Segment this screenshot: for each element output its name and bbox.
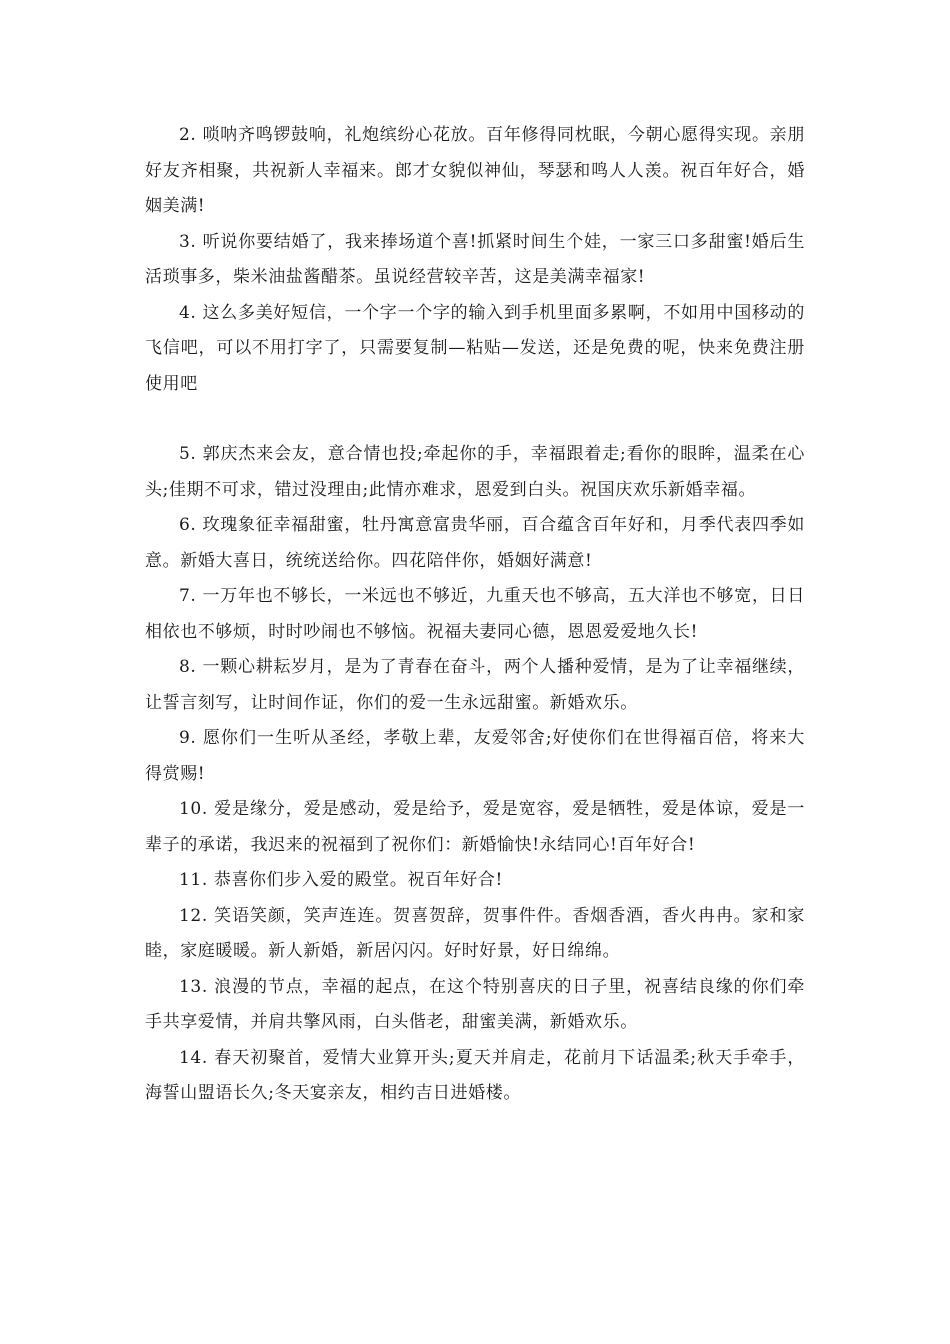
paragraph-14: 14. 春天初聚首，爱情大业算开头;夏天并肩走，花前月下话温柔;秋天手牵手，海誓山盟语长久;冬天宴亲友，相约吉日进婚楼。	[145, 1047, 805, 1103]
document-body	[145, 118, 805, 1112]
paragraph-6: 6. 玫瑰象征幸福甜蜜，牡丹寓意富贵华丽，百合蕴含百年好和，月季代表四季如意。新婚大喜日，统统送给你。四花陪伴你，婚姻好满意!	[145, 515, 805, 571]
paragraph-9: 9. 愿你们一生听从圣经，孝敬上辈，友爱邻舍;好使你们在世得福百倍，将来大得赏赐!	[145, 728, 805, 784]
paragraph-4: 4. 这么多美好短信，一个字一个字的输入到手机里面多累啊，不如用中国移动的飞信吧，可以不用打字了，只需要复制—粘贴—发送，还是免费的呢，快来免费注册使用吧	[145, 302, 805, 394]
paragraph-2: 2. 唢呐齐鸣锣鼓响，礼炮缤纷心花放。百年修得同枕眠，今朝心愿得实现。亲朋好友齐相聚，共祝新人幸福来。郎才女貌似神仙，琴瑟和鸣人人羡。祝百年好合，婚姻美满!	[145, 125, 805, 216]
paragraph-10: 10. 爱是缘分，爱是感动，爱是给予，爱是宽容，爱是牺牲，爱是体谅，爱是一辈子的承诺，我迟来的祝福到了祝你们：新婚愉快!永结同心!百年好合!	[145, 799, 805, 855]
paragraph-13: 13. 浪漫的节点，幸福的起点，在这个特别喜庆的日子里，祝喜结良缘的你们牵手共享爱情，并肩共擎风雨，白头偕老，甜蜜美满，新婚欢乐。	[145, 976, 805, 1032]
paragraph-3: 3. 听说你要结婚了，我来捧场道个喜!抓紧时间生个娃，一家三口多甜蜜!婚后生活琐事多，柴米油盐酱醋茶。虽说经营较辛苦，这是美满幸福家!	[145, 231, 805, 287]
paragraph-11: 11. 恭喜你们步入爱的殿堂。祝百年好合!	[179, 870, 503, 890]
paragraph-12: 12. 笑语笑颜，笑声连连。贺喜贺辞，贺事件件。香烟香酒，香火冉冉。家和家睦，家庭暖暖。新人新婚，新居闪闪。好时好景，好日绵绵。	[145, 905, 805, 961]
paragraph-gap	[145, 402, 805, 437]
paragraph-8: 8. 一颗心耕耘岁月，是为了青春在奋斗，两个人播种爱情，是为了让幸福继续，让誓言刻写，让时间作证，你们的爱一生永远甜蜜。新婚欢乐。	[145, 657, 805, 713]
paragraph-5: 5. 郭庆杰来会友，意合情也投;牵起你的手，幸福跟着走;看你的眼眸，温柔在心头;佳期不可求，错过没理由;此情亦难求，恩爱到白头。祝国庆欢乐新婚幸福。	[145, 444, 805, 500]
paragraph-7: 7. 一万年也不够长，一米远也不够近，九重天也不够高，五大洋也不够宽，日日相依也不够烦，时时吵闹也不够恼。祝福夫妻同心德，恩恩爱爱地久长!	[145, 586, 805, 642]
